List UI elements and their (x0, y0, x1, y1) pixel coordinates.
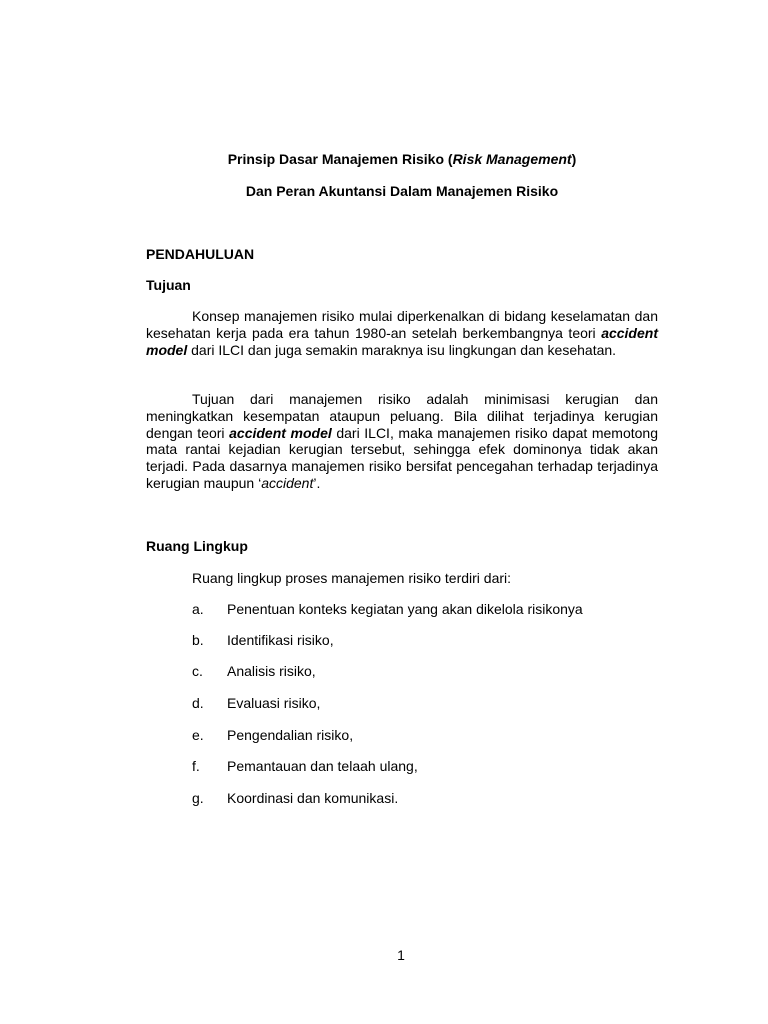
page-number: 1 (397, 947, 405, 963)
list-marker: b. (192, 632, 204, 648)
paragraph-text: dari ILCI, maka manajemen risiko dapat memotong mata rantai kejadian kerugian tersebut, sehingga efek dominonya tidak akan terjadi. Pada dasarnya manajemen risiko bersifat pencegahan terhadap terjadinya kerugian maupun ‘ (146, 424, 658, 491)
title-italic-term: Risk Management (452, 151, 572, 167)
subheading-tujuan: Tujuan (146, 277, 191, 293)
paragraph-text: ’. (313, 474, 321, 491)
list-marker: f. (192, 758, 200, 774)
list-marker: d. (192, 695, 204, 711)
list-item-text: Pemantauan dan telaah ulang, (227, 758, 418, 774)
paragraph-text: Tujuan dari manajemen risiko adalah minimisasi kerugian dan meningkatkan kesempatan ataupun peluang. Bila dilihat terjadinya kerugian dengan teori (146, 391, 658, 441)
emphasis-term: accident model (146, 324, 658, 358)
list-marker: g. (192, 790, 204, 806)
document-title (146, 151, 658, 168)
paragraph-text: dari ILCI dan juga semakin maraknya isu lingkungan dan kesehatan. (187, 341, 617, 358)
list-item-text: Analisis risiko, (227, 663, 316, 679)
paragraph-konsep (146, 308, 658, 358)
subheading-ruang-lingkup: Ruang Lingkup (146, 538, 248, 554)
italic-term: accident (261, 474, 314, 491)
title-suffix: ) (571, 151, 577, 167)
list-marker: a. (192, 601, 204, 617)
paragraph-text: Konsep manajemen risiko mulai diperkenalkan di bidang keselamatan dan kesehatan kerja pada era tahun 1980-an setelah berkembangnya teori (146, 308, 658, 341)
list-item-text: Penentuan konteks kegiatan yang akan dikelola risikonya (227, 601, 583, 617)
list-item-text: Pengendalian risiko, (227, 727, 354, 743)
section-heading-pendahuluan: PENDAHULUAN (146, 246, 255, 262)
list-intro: Ruang lingkup proses manajemen risiko terdiri dari: (192, 570, 512, 586)
document-subtitle: Dan Peran Akuntansi Dalam Manajemen Risiko (245, 183, 559, 199)
title-prefix: Prinsip Dasar Manajemen Risiko ( (227, 151, 453, 167)
emphasis-term: accident model (229, 424, 332, 441)
list-item-text: Identifikasi risiko, (227, 632, 334, 648)
list-marker: e. (192, 727, 204, 743)
list-marker: c. (192, 663, 203, 679)
list-item-text: Koordinasi dan komunikasi. (227, 790, 399, 806)
list-item-text: Evaluasi risiko, (227, 695, 321, 711)
paragraph-tujuan (146, 391, 658, 492)
